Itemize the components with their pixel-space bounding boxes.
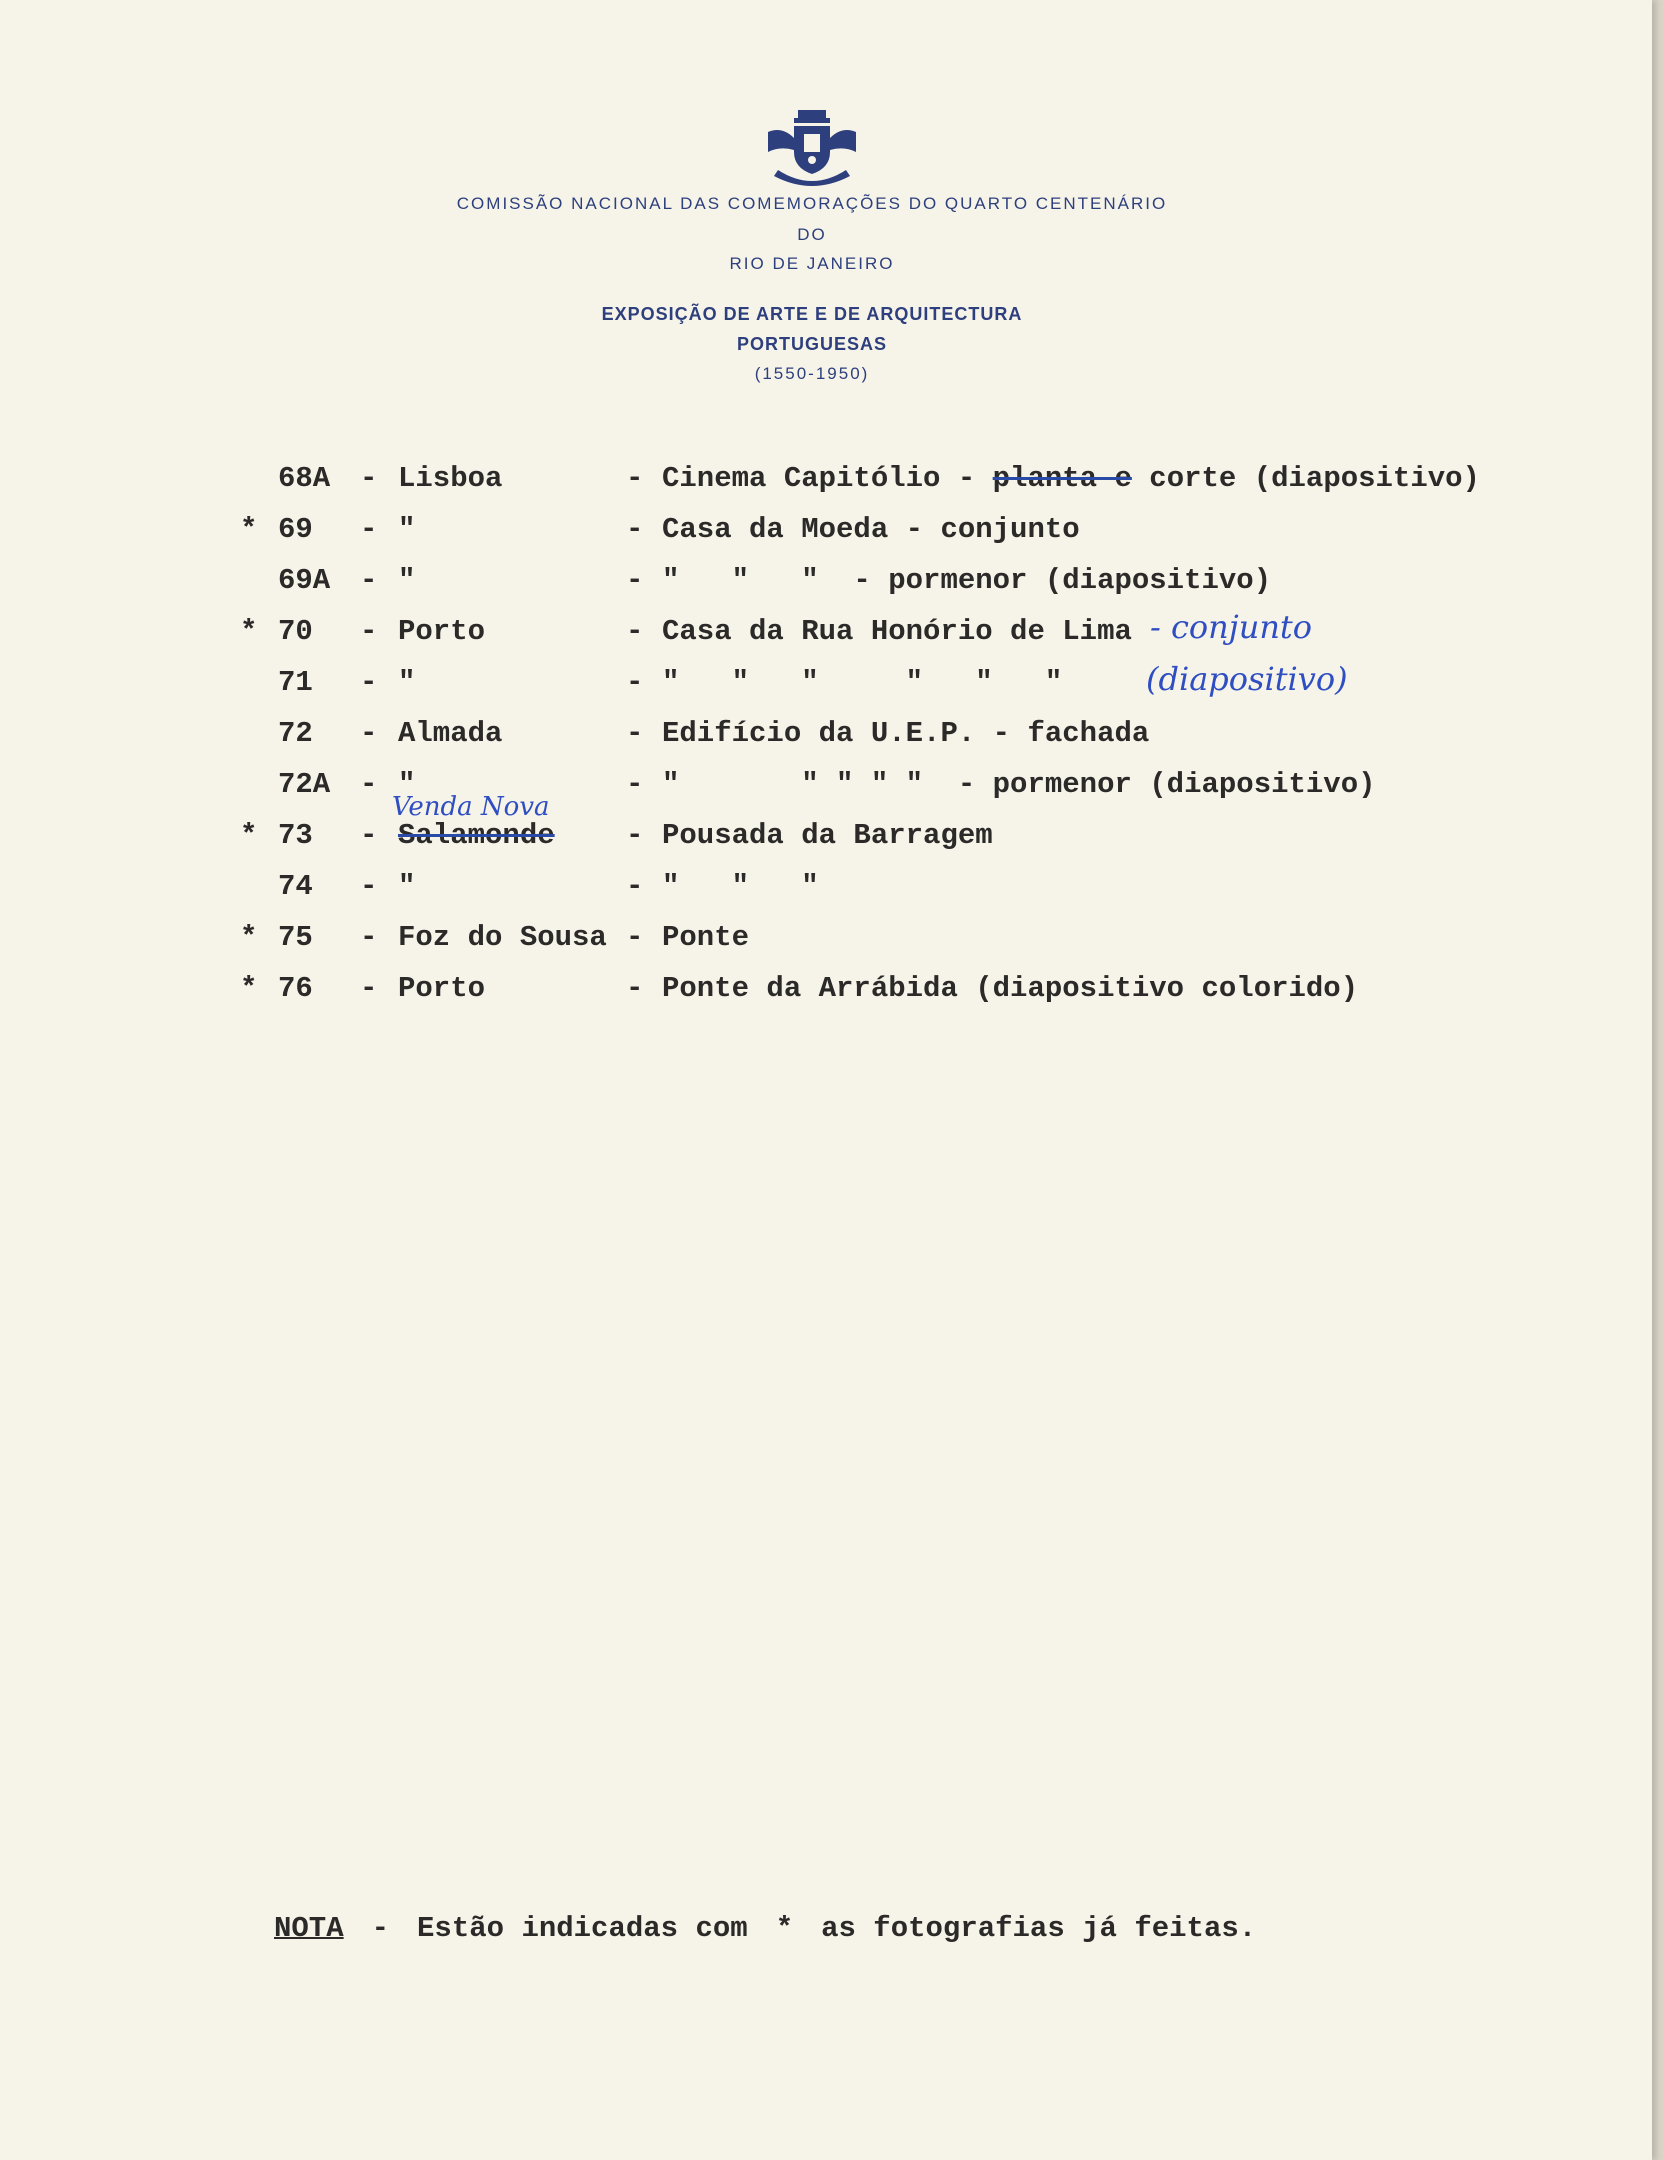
entry-description: Edifício da U.E.P. - fachada <box>662 717 1150 750</box>
separator: - <box>626 513 644 546</box>
description-text: corte (diapositivo) <box>1131 462 1480 495</box>
separator: - <box>360 717 378 750</box>
letterhead-exhibition: EXPOSIÇÃO DE ARTE E DE ARQUITECTURA <box>601 304 1023 324</box>
entry-number: 73 <box>278 819 313 852</box>
separator: - <box>626 717 644 750</box>
entry-description: " " " " " - pormenor (diapositivo) <box>662 768 1376 801</box>
letterhead-city: RIO DE JANEIRO <box>729 254 895 273</box>
done-mark: * <box>240 615 258 648</box>
footnote <box>274 1912 1256 1945</box>
coat-of-arms-icon <box>764 108 860 186</box>
separator: - <box>371 1912 390 1945</box>
entry-description: Casa da Moeda - conjunto <box>662 513 1080 546</box>
entry-number: 68A <box>278 462 331 495</box>
separator: - <box>626 870 644 903</box>
entry-number: 72A <box>278 768 331 801</box>
entry-description: " " " <box>662 870 819 903</box>
entry-description: Ponte <box>662 921 750 954</box>
struck-text: planta e <box>992 462 1132 495</box>
separator: - <box>360 768 378 801</box>
list-item <box>0 819 1640 863</box>
entry-description <box>662 462 1480 495</box>
separator: - <box>626 564 644 597</box>
done-mark: * <box>240 819 258 852</box>
list-item <box>0 921 1640 965</box>
separator: - <box>360 870 378 903</box>
letterhead-do: DO <box>797 225 827 244</box>
entry-place: " <box>398 564 416 597</box>
list-item <box>0 615 1640 659</box>
done-mark: * <box>240 921 258 954</box>
entry-place: Porto <box>398 972 486 1005</box>
entry-description: Casa da Rua Honório de Lima <box>662 615 1132 648</box>
entry-number: 69A <box>278 564 331 597</box>
handwritten-addition: - conjunto <box>1150 608 1313 646</box>
entry-number: 76 <box>278 972 313 1005</box>
letterhead-commission: COMISSÃO NACIONAL DAS COMEMORAÇÕES DO QUARTO CENTENÁRIO <box>456 194 1168 213</box>
separator: - <box>626 768 644 801</box>
separator: - <box>626 666 644 699</box>
entry-number: 75 <box>278 921 313 954</box>
done-mark: * <box>775 1912 794 1945</box>
list-item <box>0 462 1640 506</box>
separator: - <box>626 972 644 1005</box>
entry-place: " <box>398 513 416 546</box>
list-item <box>0 768 1640 812</box>
done-mark: * <box>240 972 258 1005</box>
entry-description: Pousada da Barragem <box>662 819 993 852</box>
description-text: Cinema Capitólio - <box>662 462 993 495</box>
list-item <box>0 717 1640 761</box>
separator: - <box>360 819 378 852</box>
separator: - <box>360 564 378 597</box>
separator: - <box>360 972 378 1005</box>
entry-place: Foz do Sousa <box>398 921 607 954</box>
list-item <box>0 513 1640 557</box>
entry-place: Porto <box>398 615 486 648</box>
list-item <box>0 666 1640 710</box>
handwritten-correction: Venda Nova <box>392 792 550 822</box>
entry-place: Lisboa <box>398 462 503 495</box>
letterhead-dates: (1550-1950) <box>754 364 870 383</box>
entry-place: " <box>398 768 416 801</box>
list-item <box>0 972 1640 1016</box>
entry-place: " <box>398 666 416 699</box>
separator: - <box>360 615 378 648</box>
list-item <box>0 564 1640 608</box>
struck-place: Salamonde <box>398 819 555 852</box>
separator: - <box>360 921 378 954</box>
entry-number: 74 <box>278 870 313 903</box>
entry-description: Ponte da Arrábida (diapositivo colorido) <box>662 972 1359 1005</box>
separator: - <box>626 819 644 852</box>
separator: - <box>626 921 644 954</box>
separator: - <box>360 462 378 495</box>
entry-number: 72 <box>278 717 313 750</box>
handwritten-addition: (diapositivo) <box>1146 660 1348 698</box>
separator: - <box>360 513 378 546</box>
done-mark: * <box>240 513 258 546</box>
letterhead-portuguesas: PORTUGUESAS <box>736 334 888 354</box>
footnote-text: Estão indicadas com <box>417 1912 748 1945</box>
entry-number: 69 <box>278 513 313 546</box>
separator: - <box>626 615 644 648</box>
entry-number: 70 <box>278 615 313 648</box>
footnote-label: NOTA <box>274 1912 344 1945</box>
entry-description: " " " - pormenor (diapositivo) <box>662 564 1272 597</box>
list-item <box>0 870 1640 914</box>
entry-place: " <box>398 870 416 903</box>
entry-number: 71 <box>278 666 313 699</box>
entry-place: Almada <box>398 717 503 750</box>
entry-description: " " " " " " <box>662 666 1063 699</box>
footnote-text: as fotografias já feitas. <box>821 1912 1257 1945</box>
separator: - <box>626 462 644 495</box>
separator: - <box>360 666 378 699</box>
